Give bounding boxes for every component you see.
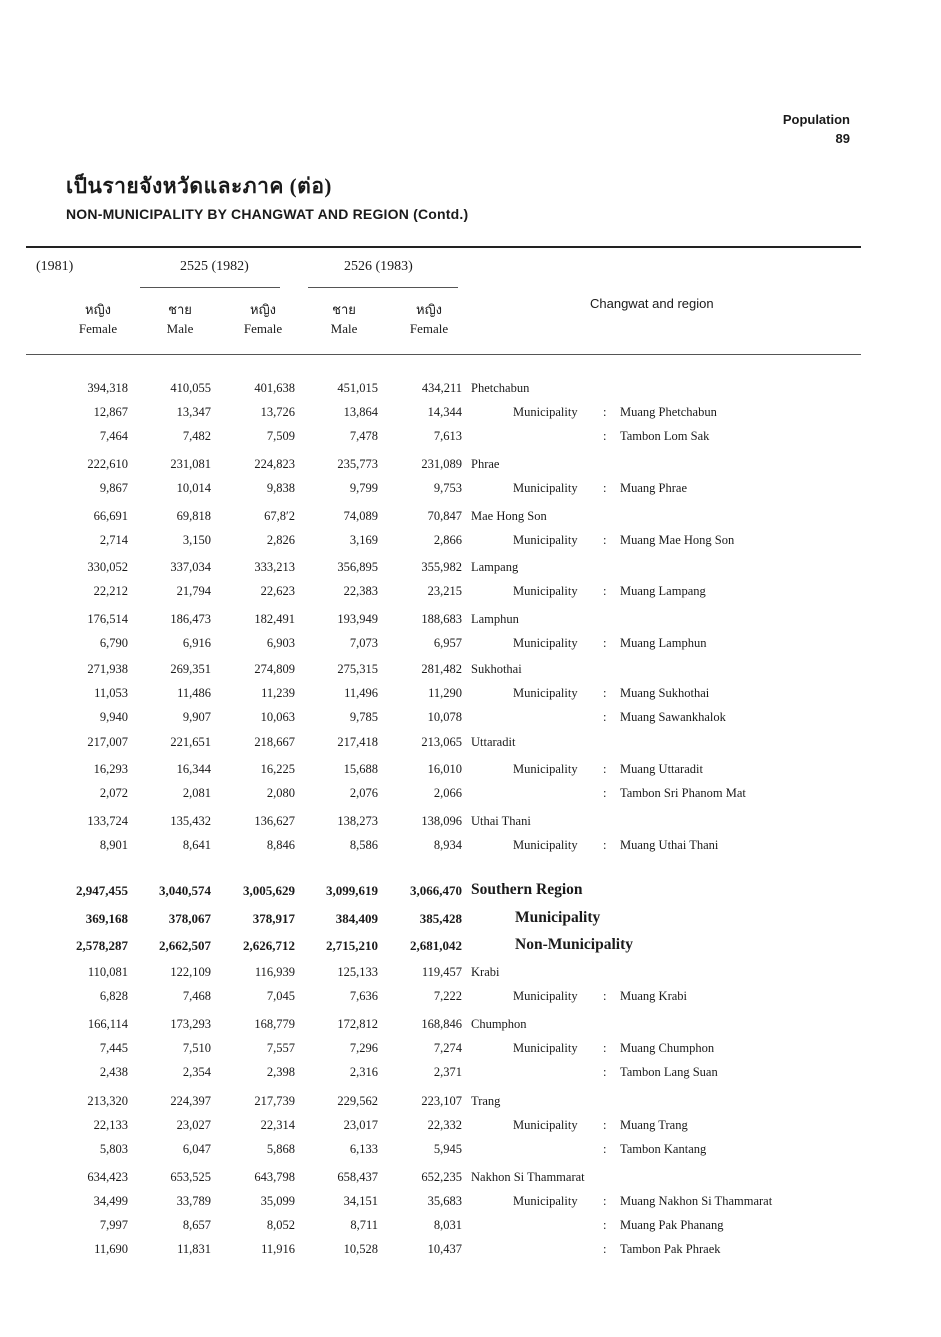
cell-value: 16,225 bbox=[260, 762, 295, 776]
cell-value: 401,638 bbox=[254, 381, 295, 395]
cell-value: 10,063 bbox=[260, 710, 295, 724]
table-row bbox=[0, 710, 941, 730]
cell-value: 122,109 bbox=[170, 965, 211, 979]
cell-value: 7,464 bbox=[99, 429, 128, 443]
cell-value: 21,794 bbox=[176, 584, 211, 598]
cell-value: 11,486 bbox=[177, 686, 211, 700]
table-row bbox=[0, 405, 941, 425]
cell-value: 385,428 bbox=[419, 911, 462, 926]
title-thai: เป็นรายจังหวัดและภาค (ต่อ) bbox=[66, 174, 332, 198]
cell-value: 275,315 bbox=[337, 662, 378, 676]
cell-value: 9,867 bbox=[99, 481, 128, 495]
cell-value: 378,067 bbox=[168, 911, 211, 926]
cell-value: 434,211 bbox=[421, 381, 462, 395]
table-row bbox=[0, 1218, 941, 1238]
cell-value: 5,803 bbox=[99, 1142, 128, 1156]
cell-value: 2,066 bbox=[433, 786, 462, 800]
year-1983: 2526 (1983) bbox=[344, 259, 413, 274]
table-row bbox=[0, 989, 941, 1009]
cell-value: 235,773 bbox=[337, 457, 378, 471]
place-name: Tambon Kantang bbox=[620, 1142, 707, 1156]
table-row bbox=[0, 1065, 941, 1085]
table-row bbox=[0, 584, 941, 604]
cell-value: 6,047 bbox=[182, 1142, 211, 1156]
row-label: Southern Region bbox=[471, 881, 583, 898]
table-row bbox=[0, 429, 941, 449]
separator: : bbox=[603, 762, 607, 776]
cell-value: 172,812 bbox=[337, 1017, 378, 1031]
place-name: Muang Pak Phanang bbox=[620, 1218, 724, 1232]
place-name: Muang Krabi bbox=[620, 989, 687, 1003]
table-row bbox=[0, 883, 941, 903]
row-label: Uttaradit bbox=[471, 735, 516, 749]
table-row bbox=[0, 786, 941, 806]
year-rule-1982 bbox=[140, 287, 280, 288]
cell-value: 22,623 bbox=[260, 584, 295, 598]
cell-value: 8,031 bbox=[433, 1218, 462, 1232]
cell-value: 652,235 bbox=[421, 1170, 462, 1184]
separator: : bbox=[603, 584, 607, 598]
cell-value: 168,846 bbox=[421, 1017, 462, 1031]
cell-value: 138,273 bbox=[337, 814, 378, 828]
place-name: Muang Phrae bbox=[620, 481, 687, 495]
cell-value: 70,847 bbox=[427, 509, 462, 523]
cell-value: 22,212 bbox=[93, 584, 128, 598]
cell-value: 7,478 bbox=[349, 429, 378, 443]
place-name: Muang Sawankhalok bbox=[620, 710, 726, 724]
cell-value: 7,509 bbox=[266, 429, 295, 443]
cell-value: 231,081 bbox=[170, 457, 211, 471]
region-column-header: Changwat and region bbox=[590, 296, 714, 311]
table-row bbox=[0, 509, 941, 529]
cell-value: 281,482 bbox=[421, 662, 462, 676]
cell-value: 6,903 bbox=[266, 636, 295, 650]
cell-value: 2,316 bbox=[349, 1065, 378, 1079]
cell-value: 186,473 bbox=[170, 612, 211, 626]
cell-value: 10,014 bbox=[176, 481, 211, 495]
cell-value: 138,096 bbox=[421, 814, 462, 828]
cell-value: 9,753 bbox=[433, 481, 462, 495]
table-row bbox=[0, 636, 941, 656]
section-name: Population bbox=[782, 112, 850, 127]
table-row bbox=[0, 735, 941, 755]
separator: : bbox=[603, 686, 607, 700]
table-row bbox=[0, 1170, 941, 1190]
cell-value: 8,641 bbox=[182, 838, 211, 852]
cell-value: 7,468 bbox=[182, 989, 211, 1003]
table-row bbox=[0, 686, 941, 706]
cell-value: 2,662,507 bbox=[159, 938, 211, 953]
separator: : bbox=[603, 1194, 607, 1208]
cell-value: 7,445 bbox=[99, 1041, 128, 1055]
row-label: Municipality bbox=[513, 1041, 578, 1055]
table-row bbox=[0, 662, 941, 682]
table-row bbox=[0, 965, 941, 985]
cell-value: 2,866 bbox=[433, 533, 462, 547]
table-row bbox=[0, 1142, 941, 1162]
row-label: Municipality bbox=[513, 405, 578, 419]
cell-value: 8,657 bbox=[182, 1218, 211, 1232]
cell-value: 7,482 bbox=[182, 429, 211, 443]
cell-value: 135,432 bbox=[170, 814, 211, 828]
row-label: Nakhon Si Thammarat bbox=[471, 1170, 585, 1184]
separator: : bbox=[603, 405, 607, 419]
cell-value: 355,982 bbox=[421, 560, 462, 574]
table-row bbox=[0, 1017, 941, 1037]
separator: : bbox=[603, 710, 607, 724]
column-header: หญิง Female bbox=[409, 302, 449, 336]
cell-value: 6,133 bbox=[349, 1142, 378, 1156]
separator: : bbox=[603, 636, 607, 650]
separator: : bbox=[603, 481, 607, 495]
cell-value: 5,945 bbox=[433, 1142, 462, 1156]
cell-value: 2,715,210 bbox=[326, 938, 378, 953]
separator: : bbox=[603, 533, 607, 547]
cell-value: 15,688 bbox=[343, 762, 378, 776]
cell-value: 634,423 bbox=[87, 1170, 128, 1184]
cell-value: 110,081 bbox=[87, 965, 128, 979]
cell-value: 2,072 bbox=[99, 786, 128, 800]
cell-value: 2,826 bbox=[266, 533, 295, 547]
cell-value: 173,293 bbox=[170, 1017, 211, 1031]
row-label: Phrae bbox=[471, 457, 500, 471]
cell-value: 7,045 bbox=[266, 989, 295, 1003]
cell-value: 8,901 bbox=[99, 838, 128, 852]
cell-value: 16,344 bbox=[176, 762, 211, 776]
cell-value: 229,562 bbox=[337, 1094, 378, 1108]
cell-value: 6,790 bbox=[99, 636, 128, 650]
cell-value: 384,409 bbox=[335, 911, 378, 926]
cell-value: 2,714 bbox=[99, 533, 128, 547]
year-1982: 2525 (1982) bbox=[180, 259, 249, 274]
separator: : bbox=[603, 429, 607, 443]
table-row bbox=[0, 560, 941, 580]
cell-value: 9,838 bbox=[266, 481, 295, 495]
separator: : bbox=[603, 989, 607, 1003]
place-name: Tambon Sri Phanom Mat bbox=[620, 786, 746, 800]
table-row bbox=[0, 457, 941, 477]
separator: : bbox=[603, 1065, 607, 1079]
cell-value: 34,151 bbox=[343, 1194, 378, 1208]
cell-value: 67,8ʹ2 bbox=[264, 509, 295, 523]
place-name: Tambon Lang Suan bbox=[620, 1065, 718, 1079]
place-name: Muang Chumphon bbox=[620, 1041, 715, 1055]
cell-value: 3,066,470 bbox=[410, 883, 462, 898]
cell-value: 6,828 bbox=[99, 989, 128, 1003]
place-name: Muang Nakhon Si Thammarat bbox=[620, 1194, 773, 1208]
cell-value: 2,354 bbox=[182, 1065, 211, 1079]
separator: : bbox=[603, 838, 607, 852]
column-header: หญิง Female bbox=[243, 302, 283, 336]
cell-value: 231,089 bbox=[421, 457, 462, 471]
table-row bbox=[0, 1118, 941, 1138]
cell-value: 7,997 bbox=[99, 1218, 128, 1232]
cell-value: 271,938 bbox=[87, 662, 128, 676]
cell-value: 74,089 bbox=[343, 509, 378, 523]
cell-value: 11,053 bbox=[94, 686, 128, 700]
cell-value: 333,213 bbox=[254, 560, 295, 574]
table-row bbox=[0, 1194, 941, 1214]
cell-value: 378,917 bbox=[252, 911, 295, 926]
row-label: Municipality bbox=[513, 1194, 578, 1208]
separator: : bbox=[603, 786, 607, 800]
cell-value: 12,867 bbox=[93, 405, 128, 419]
cell-value: 16,293 bbox=[93, 762, 128, 776]
cell-value: 217,007 bbox=[87, 735, 128, 749]
row-label: Sukhothai bbox=[471, 662, 522, 676]
place-name: Muang Mae Hong Son bbox=[620, 533, 735, 547]
cell-value: 22,133 bbox=[93, 1118, 128, 1132]
cell-value: 13,726 bbox=[260, 405, 295, 419]
row-label: Municipality bbox=[513, 686, 578, 700]
cell-value: 8,711 bbox=[350, 1218, 378, 1232]
cell-value: 2,578,287 bbox=[76, 938, 128, 953]
cell-value: 22,332 bbox=[427, 1118, 462, 1132]
cell-value: 222,610 bbox=[87, 457, 128, 471]
row-label: Municipality bbox=[513, 636, 578, 650]
place-name: Tambon Lom Sak bbox=[620, 429, 710, 443]
column-header: ชาย Male bbox=[166, 302, 194, 336]
separator: : bbox=[603, 1242, 607, 1256]
year-1981: (1981) bbox=[36, 259, 74, 274]
place-name: Muang Trang bbox=[620, 1118, 688, 1132]
row-label: Lamphun bbox=[471, 612, 519, 626]
table-row bbox=[0, 533, 941, 553]
cell-value: 2,947,455 bbox=[76, 883, 128, 898]
cell-value: 9,799 bbox=[349, 481, 378, 495]
cell-value: 34,499 bbox=[93, 1194, 128, 1208]
cell-value: 182,491 bbox=[254, 612, 295, 626]
cell-value: 2,371 bbox=[433, 1065, 462, 1079]
separator: : bbox=[603, 1142, 607, 1156]
row-label: Lampang bbox=[471, 560, 519, 574]
cell-value: 217,739 bbox=[254, 1094, 295, 1108]
cell-value: 3,040,574 bbox=[159, 883, 211, 898]
cell-value: 2,398 bbox=[266, 1065, 295, 1079]
cell-value: 6,916 bbox=[182, 636, 211, 650]
cell-value: 11,290 bbox=[428, 686, 462, 700]
cell-value: 22,314 bbox=[260, 1118, 295, 1132]
cell-value: 11,831 bbox=[177, 1242, 211, 1256]
cell-value: 136,627 bbox=[254, 814, 295, 828]
header-bottom-rule bbox=[26, 354, 861, 355]
cell-value: 7,510 bbox=[182, 1041, 211, 1055]
cell-value: 13,864 bbox=[343, 405, 378, 419]
cell-value: 2,080 bbox=[266, 786, 295, 800]
cell-value: 224,823 bbox=[254, 457, 295, 471]
cell-value: 11,496 bbox=[344, 686, 378, 700]
cell-value: 330,052 bbox=[87, 560, 128, 574]
cell-value: 168,779 bbox=[254, 1017, 295, 1031]
table-row bbox=[0, 838, 941, 858]
cell-value: 13,347 bbox=[176, 405, 211, 419]
table-row bbox=[0, 381, 941, 401]
table-row bbox=[0, 612, 941, 632]
cell-value: 2,681,042 bbox=[410, 938, 462, 953]
table-row bbox=[0, 762, 941, 782]
cell-value: 221,651 bbox=[170, 735, 211, 749]
table-row bbox=[0, 1094, 941, 1114]
cell-value: 125,133 bbox=[337, 965, 378, 979]
cell-value: 3,099,619 bbox=[326, 883, 378, 898]
column-header: ชาย Male bbox=[330, 302, 358, 336]
cell-value: 643,798 bbox=[254, 1170, 295, 1184]
page-number: 89 bbox=[835, 131, 850, 146]
cell-value: 274,809 bbox=[254, 662, 295, 676]
table-row bbox=[0, 1041, 941, 1061]
cell-value: 213,320 bbox=[87, 1094, 128, 1108]
cell-value: 9,940 bbox=[99, 710, 128, 724]
cell-value: 3,169 bbox=[349, 533, 378, 547]
top-rule bbox=[26, 246, 861, 248]
cell-value: 10,078 bbox=[427, 710, 462, 724]
row-label: Municipality bbox=[513, 481, 578, 495]
title-english: NON-MUNICIPALITY BY CHANGWAT AND REGION (Contd.) bbox=[66, 206, 469, 222]
table-row bbox=[0, 1242, 941, 1262]
cell-value: 5,868 bbox=[266, 1142, 295, 1156]
place-name: Muang Uttaradit bbox=[620, 762, 703, 776]
separator: : bbox=[603, 1118, 607, 1132]
cell-value: 8,586 bbox=[349, 838, 378, 852]
row-label: Phetchabun bbox=[471, 381, 530, 395]
year-rule-1983 bbox=[308, 287, 458, 288]
cell-value: 22,383 bbox=[343, 584, 378, 598]
row-label: Krabi bbox=[471, 965, 500, 979]
cell-value: 7,296 bbox=[349, 1041, 378, 1055]
cell-value: 410,055 bbox=[170, 381, 211, 395]
cell-value: 188,683 bbox=[421, 612, 462, 626]
cell-value: 116,939 bbox=[254, 965, 295, 979]
cell-value: 269,351 bbox=[170, 662, 211, 676]
cell-value: 8,934 bbox=[433, 838, 462, 852]
row-label: Municipality bbox=[513, 584, 578, 598]
row-label: Non-Municipality bbox=[515, 936, 633, 953]
cell-value: 658,437 bbox=[337, 1170, 378, 1184]
cell-value: 8,846 bbox=[266, 838, 295, 852]
page-header bbox=[783, 110, 850, 148]
cell-value: 119,457 bbox=[421, 965, 462, 979]
cell-value: 356,895 bbox=[337, 560, 378, 574]
table-row bbox=[0, 481, 941, 501]
cell-value: 394,318 bbox=[87, 381, 128, 395]
cell-value: 8,052 bbox=[266, 1218, 295, 1232]
cell-value: 23,027 bbox=[176, 1118, 211, 1132]
place-name: Muang Lampang bbox=[620, 584, 706, 598]
cell-value: 35,099 bbox=[260, 1194, 295, 1208]
table-row bbox=[0, 814, 941, 834]
cell-value: 11,916 bbox=[261, 1242, 295, 1256]
cell-value: 7,222 bbox=[433, 989, 462, 1003]
separator: : bbox=[603, 1218, 607, 1232]
row-label: Municipality bbox=[513, 1118, 578, 1132]
cell-value: 176,514 bbox=[87, 612, 128, 626]
cell-value: 193,949 bbox=[337, 612, 378, 626]
table-row bbox=[0, 938, 941, 958]
table-row bbox=[0, 911, 941, 931]
cell-value: 2,076 bbox=[349, 786, 378, 800]
cell-value: 23,215 bbox=[427, 584, 462, 598]
cell-value: 7,274 bbox=[433, 1041, 462, 1055]
cell-value: 653,525 bbox=[170, 1170, 211, 1184]
row-label: Uthai Thani bbox=[471, 814, 531, 828]
cell-value: 337,034 bbox=[170, 560, 211, 574]
row-label: Municipality bbox=[513, 838, 578, 852]
cell-value: 69,818 bbox=[176, 509, 211, 523]
separator: : bbox=[603, 1041, 607, 1055]
row-label: Municipality bbox=[513, 762, 578, 776]
cell-value: 66,691 bbox=[93, 509, 128, 523]
cell-value: 35,683 bbox=[427, 1194, 462, 1208]
row-label: Chumphon bbox=[471, 1017, 527, 1031]
cell-value: 7,613 bbox=[433, 429, 462, 443]
cell-value: 11,690 bbox=[94, 1242, 128, 1256]
cell-value: 7,073 bbox=[349, 636, 378, 650]
cell-value: 451,015 bbox=[337, 381, 378, 395]
cell-value: 6,957 bbox=[433, 636, 462, 650]
place-name: Muang Phetchabun bbox=[620, 405, 717, 419]
cell-value: 133,724 bbox=[87, 814, 128, 828]
cell-value: 23,017 bbox=[343, 1118, 378, 1132]
cell-value: 223,107 bbox=[421, 1094, 462, 1108]
row-label: Trang bbox=[471, 1094, 501, 1108]
cell-value: 2,081 bbox=[182, 786, 211, 800]
cell-value: 10,437 bbox=[427, 1242, 462, 1256]
row-label: Municipality bbox=[513, 533, 578, 547]
place-name: Muang Sukhothai bbox=[620, 686, 710, 700]
cell-value: 11,239 bbox=[261, 686, 295, 700]
cell-value: 16,010 bbox=[427, 762, 462, 776]
cell-value: 369,168 bbox=[85, 911, 128, 926]
place-name: Muang Lamphun bbox=[620, 636, 707, 650]
cell-value: 2,438 bbox=[99, 1065, 128, 1079]
cell-value: 3,005,629 bbox=[243, 883, 295, 898]
cell-value: 3,150 bbox=[182, 533, 211, 547]
row-label: Mae Hong Son bbox=[471, 509, 547, 523]
cell-value: 14,344 bbox=[427, 405, 462, 419]
cell-value: 2,626,712 bbox=[243, 938, 295, 953]
cell-value: 218,667 bbox=[254, 735, 295, 749]
cell-value: 10,528 bbox=[343, 1242, 378, 1256]
row-label: Municipality bbox=[515, 909, 601, 926]
cell-value: 9,785 bbox=[349, 710, 378, 724]
cell-value: 217,418 bbox=[337, 735, 378, 749]
cell-value: 33,789 bbox=[176, 1194, 211, 1208]
cell-value: 7,636 bbox=[349, 989, 378, 1003]
cell-value: 7,557 bbox=[266, 1041, 295, 1055]
column-header: หญิง Female bbox=[78, 302, 118, 336]
place-name: Muang Uthai Thani bbox=[620, 838, 719, 852]
cell-value: 213,065 bbox=[421, 735, 462, 749]
row-label: Municipality bbox=[513, 989, 578, 1003]
place-name: Tambon Pak Phraek bbox=[620, 1242, 721, 1256]
cell-value: 224,397 bbox=[170, 1094, 211, 1108]
cell-value: 166,114 bbox=[87, 1017, 128, 1031]
cell-value: 9,907 bbox=[182, 710, 211, 724]
